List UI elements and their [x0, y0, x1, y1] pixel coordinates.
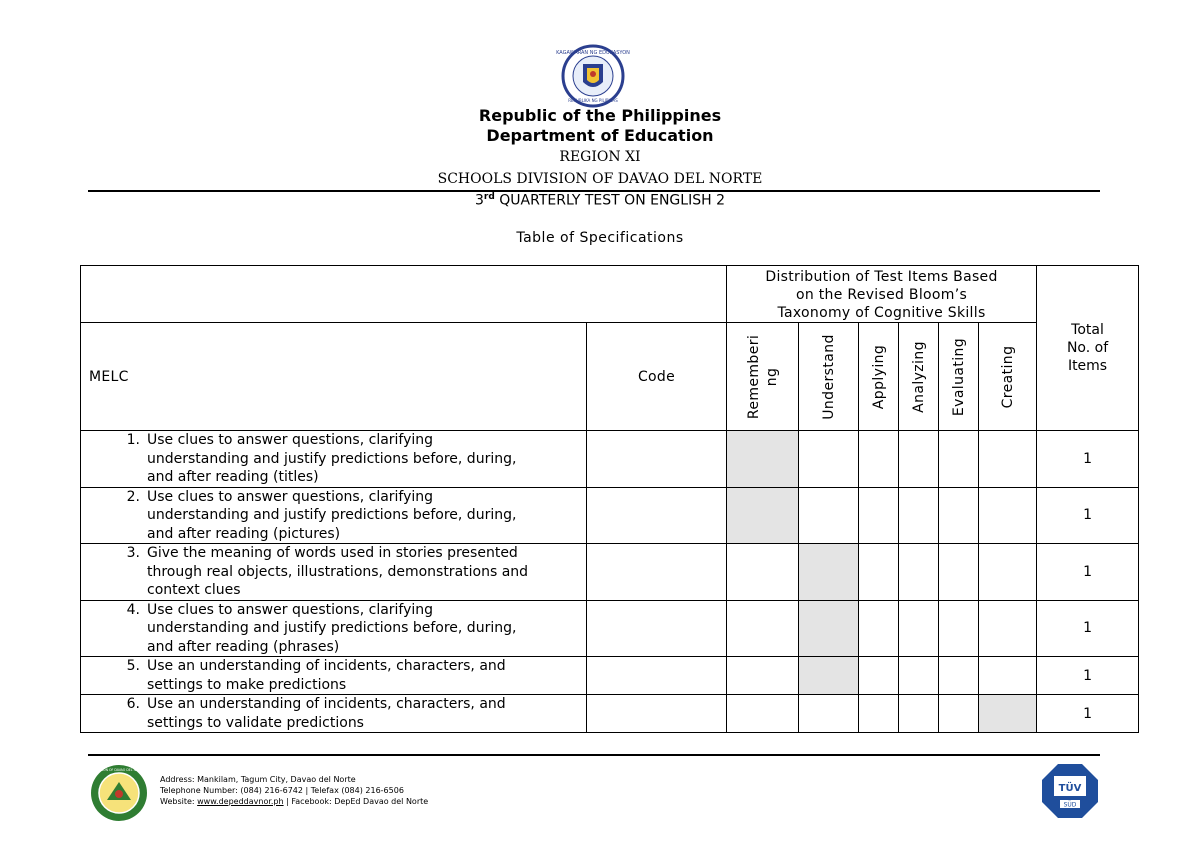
document-title: Table of Specifications	[516, 230, 684, 246]
table-header-row-1	[81, 266, 1139, 323]
skill-header-3: Analyzing	[899, 323, 939, 431]
footer-divider	[88, 754, 1100, 756]
melc-text-line: Use clues to answer questions, clarifying	[147, 488, 434, 505]
total-cell: 1	[1037, 544, 1139, 601]
skill-cell	[727, 487, 799, 544]
skill-cell	[899, 695, 939, 733]
skill-cell	[979, 657, 1037, 695]
skill-cell	[799, 600, 859, 657]
skill-cell	[799, 487, 859, 544]
code-cell	[587, 657, 727, 695]
skill-cell	[727, 431, 799, 488]
skill-cell	[939, 657, 979, 695]
melc-text-line: understanding and justify predictions before, during,	[147, 620, 517, 636]
melc-text-line: Give the meaning of words used in stories presented	[147, 545, 518, 561]
region-heading: REGION XI	[559, 149, 641, 165]
table-row	[81, 600, 1139, 657]
footer-phone: Telephone Number: (084) 216-6742 | Telefax (084) 216-6506	[160, 786, 404, 795]
skill-header-0: Rememberi ng	[727, 323, 799, 431]
skill-header-2: Applying	[859, 323, 899, 431]
total-items-header: Total No. of Items	[1037, 266, 1139, 431]
melc-text-line: Use an understanding of incidents, characters, and	[147, 658, 506, 674]
melc-cell	[81, 657, 587, 695]
footer-web: Website: www.depeddavnor.ph | Facebook: DepEd Davao del Norte	[160, 797, 429, 806]
code-header: Code	[587, 323, 727, 431]
melc-number: 5.	[126, 658, 140, 674]
melc-cell	[81, 600, 587, 657]
distribution-header: Distribution of Test Items Based on the Revised Bloom’s Taxonomy of Cognitive Skills	[727, 266, 1037, 323]
skill-header-1: Understand	[799, 323, 859, 431]
code-cell	[587, 695, 727, 733]
skill-cell	[859, 600, 899, 657]
code-cell	[587, 600, 727, 657]
skill-cell	[899, 544, 939, 601]
skill-cell	[727, 544, 799, 601]
skill-cell	[859, 657, 899, 695]
total-cell: 1	[1037, 695, 1139, 733]
skill-cell	[899, 657, 939, 695]
melc-header: MELC	[81, 323, 587, 431]
skill-cell	[939, 544, 979, 601]
table-row	[81, 695, 1139, 733]
skill-cell	[859, 431, 899, 488]
table-row	[81, 431, 1139, 488]
svg-text:REPUBLIKA NG PILIPINAS: REPUBLIKA NG PILIPINAS	[568, 98, 618, 103]
melc-text-line: Use an understanding of incidents, characters, and	[147, 696, 506, 712]
melc-cell	[81, 544, 587, 601]
tuv-certification-logo	[1040, 762, 1100, 820]
skill-cell	[899, 600, 939, 657]
melc-text-line: Use clues to answer questions, clarifying	[147, 432, 434, 448]
department-heading: Department of Education	[486, 126, 714, 145]
skill-cell	[859, 544, 899, 601]
melc-text-line: through real objects, illustrations, demonstrations and	[147, 563, 529, 580]
melc-number: 1.	[126, 432, 140, 448]
melc-text-line: settings to validate predictions	[147, 714, 364, 731]
footer-contact	[160, 774, 428, 807]
total-cell: 1	[1037, 431, 1139, 488]
test-title: 3rd QUARTERLY TEST ON ENGLISH 2	[475, 192, 725, 209]
melc-text-line: and after reading (phrases)	[147, 638, 340, 655]
svg-text:DIVISION OF DAVAO DEL NORTE: DIVISION OF DAVAO DEL NORTE	[93, 768, 145, 772]
melc-number: 4.	[126, 601, 140, 618]
total-cell: 1	[1037, 487, 1139, 544]
website-link[interactable]: www.depeddavnor.ph	[197, 797, 284, 806]
skill-cell	[727, 657, 799, 695]
division-heading: SCHOOLS DIVISION OF DAVAO DEL NORTE	[437, 171, 763, 187]
skill-cell	[727, 600, 799, 657]
skill-cell	[979, 431, 1037, 488]
skill-cell	[979, 600, 1037, 657]
skill-cell	[939, 695, 979, 733]
table-row	[81, 487, 1139, 544]
skill-cell	[979, 695, 1037, 733]
skill-cell	[799, 431, 859, 488]
division-logo	[90, 764, 148, 822]
melc-text-line: context clues	[147, 582, 241, 598]
skill-cell	[799, 657, 859, 695]
total-cell: 1	[1037, 657, 1139, 695]
skill-cell	[979, 487, 1037, 544]
skill-cell	[859, 487, 899, 544]
melc-cell	[81, 487, 587, 544]
skill-cell	[859, 695, 899, 733]
skill-header-5: Creating	[979, 323, 1037, 431]
table-row	[81, 544, 1139, 601]
skill-cell	[727, 695, 799, 733]
skill-cell	[899, 431, 939, 488]
melc-cell	[81, 695, 587, 733]
skill-cell	[939, 600, 979, 657]
footer-address: Address: Mankilam, Tagum City, Davao del Norte	[160, 775, 356, 784]
republic-heading: Republic of the Philippines	[478, 106, 722, 125]
svg-text:SÜD: SÜD	[1063, 801, 1077, 809]
melc-number: 3.	[126, 545, 140, 561]
skill-cell	[979, 544, 1037, 601]
table-header-row-2	[81, 323, 1139, 431]
skill-cell	[939, 431, 979, 488]
skill-header-4: Evaluating	[939, 323, 979, 431]
skill-cell	[939, 487, 979, 544]
melc-number: 6.	[126, 696, 140, 712]
melc-text-line: settings to make predictions	[147, 676, 347, 693]
deped-seal-logo	[553, 44, 633, 108]
melc-text-line: Use clues to answer questions, clarifying	[147, 601, 434, 618]
code-cell	[587, 544, 727, 601]
melc-text-line: understanding and justify predictions before, during,	[147, 507, 517, 523]
svg-text:KAGAWARAN NG EDUKASYON: KAGAWARAN NG EDUKASYON	[556, 50, 630, 56]
melc-text-line: understanding and justify predictions before, during,	[147, 450, 517, 467]
code-cell	[587, 487, 727, 544]
melc-number: 2.	[126, 488, 140, 505]
melc-text-line: and after reading (titles)	[147, 469, 319, 485]
svg-text:TÜV: TÜV	[1058, 783, 1082, 794]
skill-cell	[799, 544, 859, 601]
header-blank-cell	[81, 266, 727, 323]
skill-cell	[899, 487, 939, 544]
specifications-table	[80, 265, 1139, 733]
table-row	[81, 657, 1139, 695]
total-cell: 1	[1037, 600, 1139, 657]
code-cell	[587, 431, 727, 488]
skill-cell	[799, 695, 859, 733]
melc-text-line: and after reading (pictures)	[147, 525, 341, 542]
melc-cell	[81, 431, 587, 488]
